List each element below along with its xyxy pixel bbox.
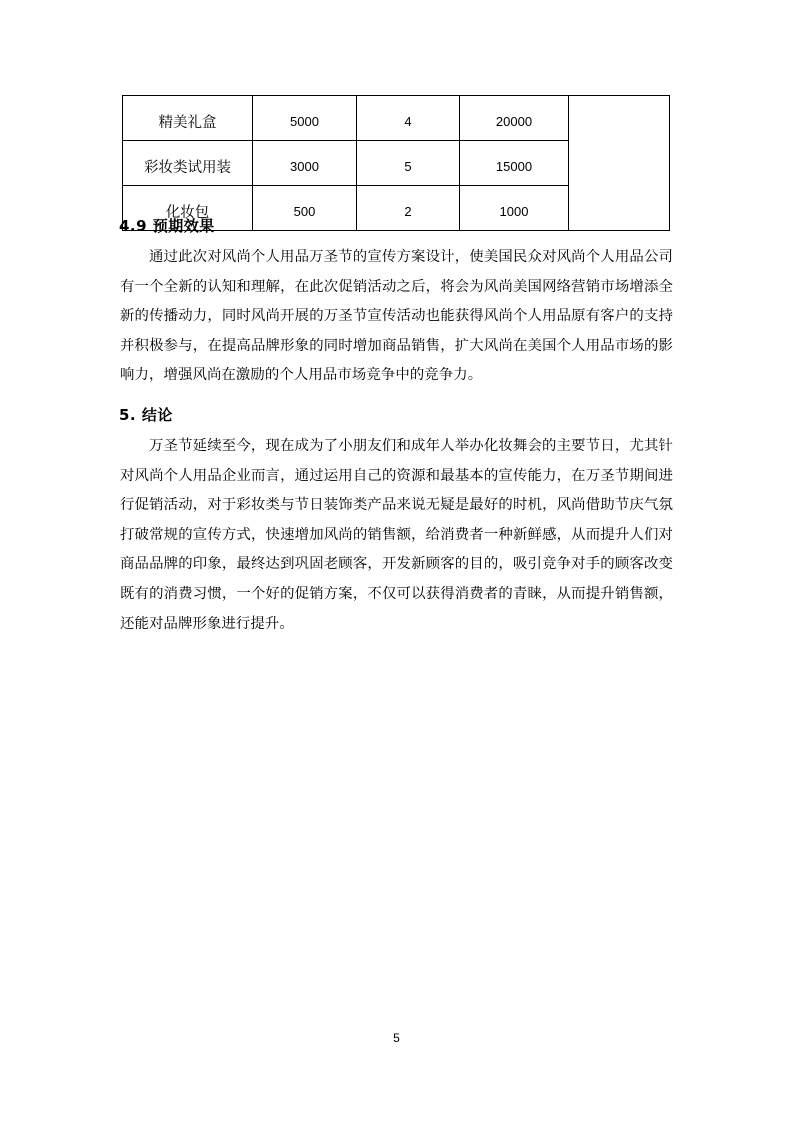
quantity-cell: 4 bbox=[357, 96, 460, 141]
total-cell: 20000 bbox=[460, 96, 569, 141]
total-cell: 15000 bbox=[460, 141, 569, 186]
item-name-cell: 化妆包 bbox=[123, 186, 253, 231]
quantity-cell: 5 bbox=[357, 141, 460, 186]
paragraph-expected-effects: 通过此次对风尚个人用品万圣节的宣传方案设计，使美国民众对风尚个人用品公司有一个全新的认知和理解，在此次促销活动之后，将会为风尚美国网络营销市场增添全新的传播动力，同时风尚开展的万圣节宣传活动也能获得风尚个人用品原有客户的支持并积极参与，在提高品牌形象的同时增加商品销售，扩大风尚在美国个人用品市场的影响力，增强风尚在激励的个人用品市场竞争中的竞争力。 bbox=[120, 249, 673, 384]
total-cell: 1000 bbox=[460, 186, 569, 231]
table-row bbox=[123, 96, 670, 141]
merged-blank-cell bbox=[569, 96, 670, 231]
unit-price-cell: 500 bbox=[253, 186, 357, 231]
item-name-cell: 精美礼盒 bbox=[123, 96, 253, 141]
unit-price-cell: 5000 bbox=[253, 96, 357, 141]
quantity-cell: 2 bbox=[357, 186, 460, 231]
section-heading-conclusion: 5. 结论 bbox=[119, 406, 173, 424]
item-name-cell: 彩妆类试用装 bbox=[123, 141, 253, 186]
unit-price-cell: 3000 bbox=[253, 141, 357, 186]
price-table bbox=[122, 95, 670, 231]
page-number: 5 bbox=[393, 1031, 400, 1045]
paragraph-conclusion: 万圣节延续至今，现在成为了小朋友们和成年人举办化妆舞会的主要节日，尤其针对风尚个人用品企业而言，通过运用自己的资源和最基本的宣传能力，在万圣节期间进行促销活动，对于彩妆类与节日装饰类产品来说无疑是最好的时机，风尚借助节庆气氛打破常规的宣传方式，快速增加风尚的销售额，给消费者一种新鲜感，从而提升人们对商品品牌的印象，最终达到巩固老顾客，开发新顾客的目的，吸引竞争对手的顾客改变既有的消费习惯，一个好的促销方案，不仅可以获得消费者的青睐，从而提升销售额，还能对品牌形象进行提升。 bbox=[120, 438, 673, 632]
section-heading-expected-effects: 4.9 预期效果 bbox=[119, 217, 215, 235]
